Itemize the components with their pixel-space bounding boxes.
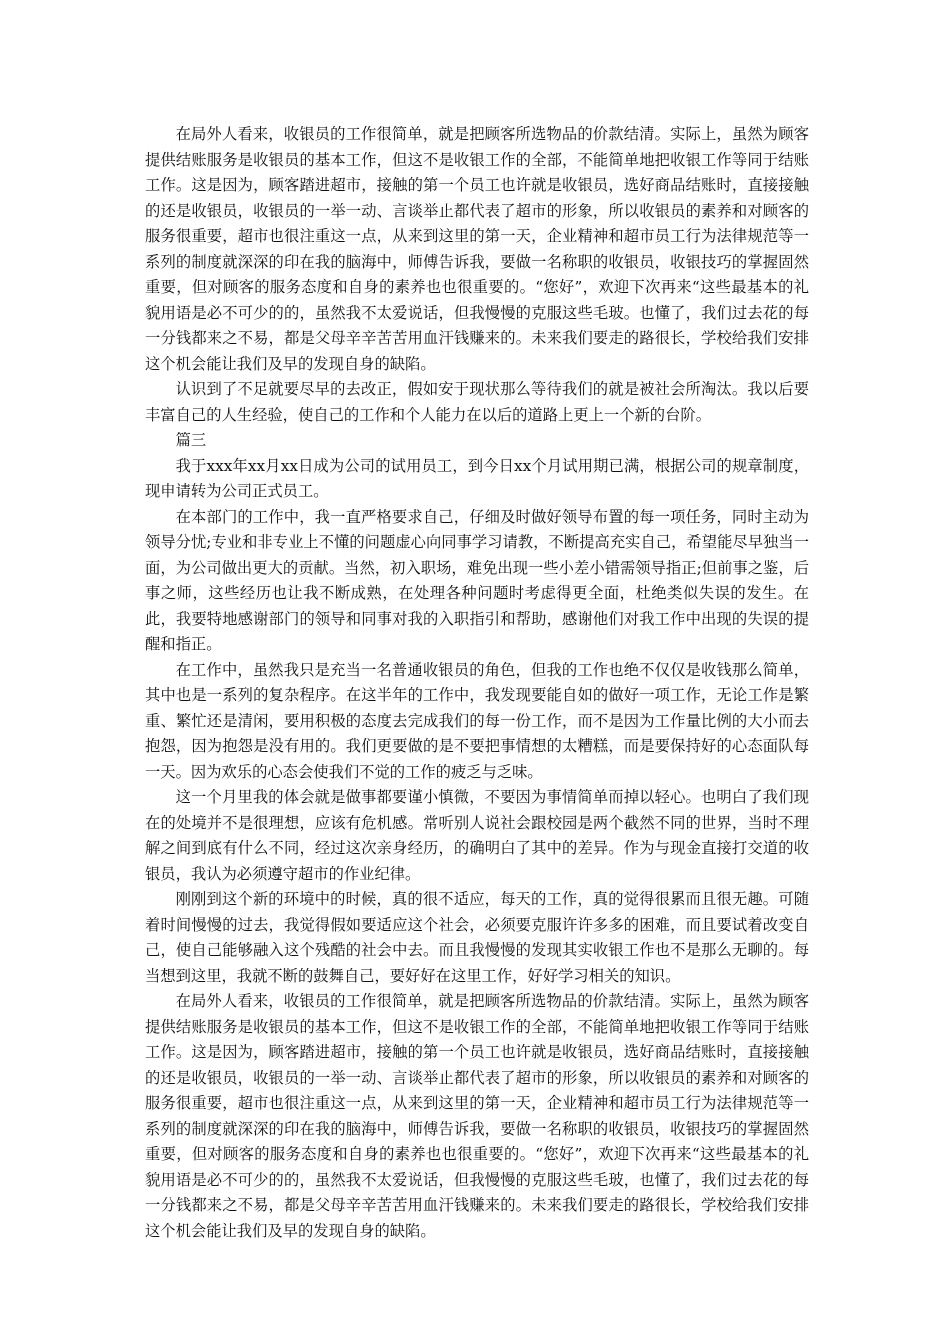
paragraph-probation: 我于xxx年xx月xx日成为公司的试用员工，到今日xx个月试用期已满，根据公司的规章制度，现申请转为公司正式员工。	[145, 456, 809, 500]
paragraph-adapting: 刚刚到这个新的环境中的时候，真的很不适应，每天的工作，真的觉得很累而且很无趣。可随着时间慢慢的过去，我觉得假如要适应这个社会，必须要克服许许多多的困难，而且要试着改变自己，使自己能够融入这个残酷的社会中去。而且我慢慢的发现其实收银工作也不是那么无聊的。每当想到这里，我就不断的鼓舞自己，要好好在这里工作，好好学习相关的知识。	[145, 890, 809, 985]
paragraph-monthly-reflection: 这一个月里我的体会就是做事都要谨小慎微，不要因为事情简单而掉以轻心。也明白了我们现在的处境并不是很理想，应该有危机感。常听别人说社会跟校园是两个截然不同的世界，当时不理解之间到底有什么不同，经过这次亲身经历，的确明白了其中的差异。作为与现金直接打交道的收银员，我认为必须遵守超市的作业纪律。	[145, 788, 809, 883]
paragraph-cashier-intro: 在局外人看来，收银员的工作很简单，就是把顾客所选物品的价款结清。实际上，虽然为顾客提供结账服务是收银员的基本工作，但这不是收银工作的全部，不能简单地把收银工作等同于结账工作。这是因为，顾客踏进超市，接触的第一个员工也许就是收银员，选好商品结账时，直接接触的还是收银员，收银员的一举一动、言谈举止都代表了超市的形象，所以收银员的素养和对顾客的服务很重要，超市也很注重这一点，从来到这里的第一天，企业精神和超市员工行为法律规范等一系列的制度就深深的印在我的脑海中，师傅告诉我，要做一名称职的收银员，收银技巧的掌握固然重要，但对顾客的服务态度和自身的素养也也很重要的。“您好”，欢迎下次再来“这些最基本的礼貌用语是必不可少的的，虽然我不太爱说话，但我慢慢的克服这些毛玻。也懂了，我们过去花的每一分钱都来之不易，都是父母辛辛苦苦用血汗钱赚来的。未来我们要走的路很长，学校给我们安排这个机会能让我们及早的发现自身的缺陷。	[145, 125, 809, 373]
paragraph-cashier-role: 在工作中，虽然我只是充当一名普通收银员的角色，但我的工作也绝不仅仅是收钱那么简单，其中也是一系列的复杂程序。在这半年的工作中，我发现要能自如的做好一项工作，无论工作是繁重、繁忙还是清闲，要用积极的态度去完成我们的每一份工作，而不是因为工作量比例的大小而去抱怨，因为抱怨是没有用的。我们更要做的是不要把事情想的太糟糕，而是要保持好的心态面队每一天。因为欢乐的心态会使我们不觉的工作的疲乏与乏味。	[145, 660, 809, 781]
document-body	[145, 122, 809, 1244]
section-heading-part-three: 篇三	[175, 431, 207, 449]
paragraph-cashier-intro-repeat: 在局外人看来，收银员的工作很简单，就是把顾客所选物品的价款结清。实际上，虽然为顾客提供结账服务是收银员的基本工作，但这不是收银工作的全部，不能简单地把收银工作等同于结账工作。这是因为，顾客踏进超市，接触的第一个员工也许就是收银员，选好商品结账时，直接接触的还是收银员，收银员的一举一动、言谈举止都代表了超市的形象，所以收银员的素养和对顾客的服务很重要，超市也很注重这一点，从来到这里的第一天，企业精神和超市员工行为法律规范等一系列的制度就深深的印在我的脑海中，师傅告诉我，要做一名称职的收银员，收银技巧的掌握固然重要，但对顾客的服务态度和自身的素养也也很重要的。“您好”，欢迎下次再来“这些最基本的礼貌用语是必不可少的的，虽然我不太爱说话，但我慢慢的克服这些毛玻，也懂了，我们过去花的每一分钱都来之不易，都是父母辛辛苦苦用血汗钱赚来的。未来我们要走的路很长，学校给我们安排这个机会能让我们及早的发现自身的缺陷。	[145, 992, 809, 1240]
paragraph-department-work: 在本部门的工作中，我一直严格要求自己，仔细及时做好领导布置的每一项任务，同时主动为领导分忧;专业和非专业上不懂的问题虚心向同事学习请教，不断提高充实自己，希望能尽早独当一面，为公司做出更大的贡献。当然，初入职场，难免出现一些小差小错需领导指正;但前事之鉴，后事之师，这些经历也让我不断成熟，在处理各种问题时考虑得更全面，杜绝类似失误的发生。在此，我要特地感谢部门的领导和同事对我的入职指引和帮助，感谢他们对我工作中出现的失误的提醒和指正。	[145, 507, 809, 653]
paragraph-improvement: 认识到了不足就要尽早的去改正，假如安于现状那么等待我们的就是被社会所淘汰。我以后要丰富自己的人生经验，使自己的工作和个人能力在以后的道路上更上一个新的台阶。	[145, 380, 809, 424]
